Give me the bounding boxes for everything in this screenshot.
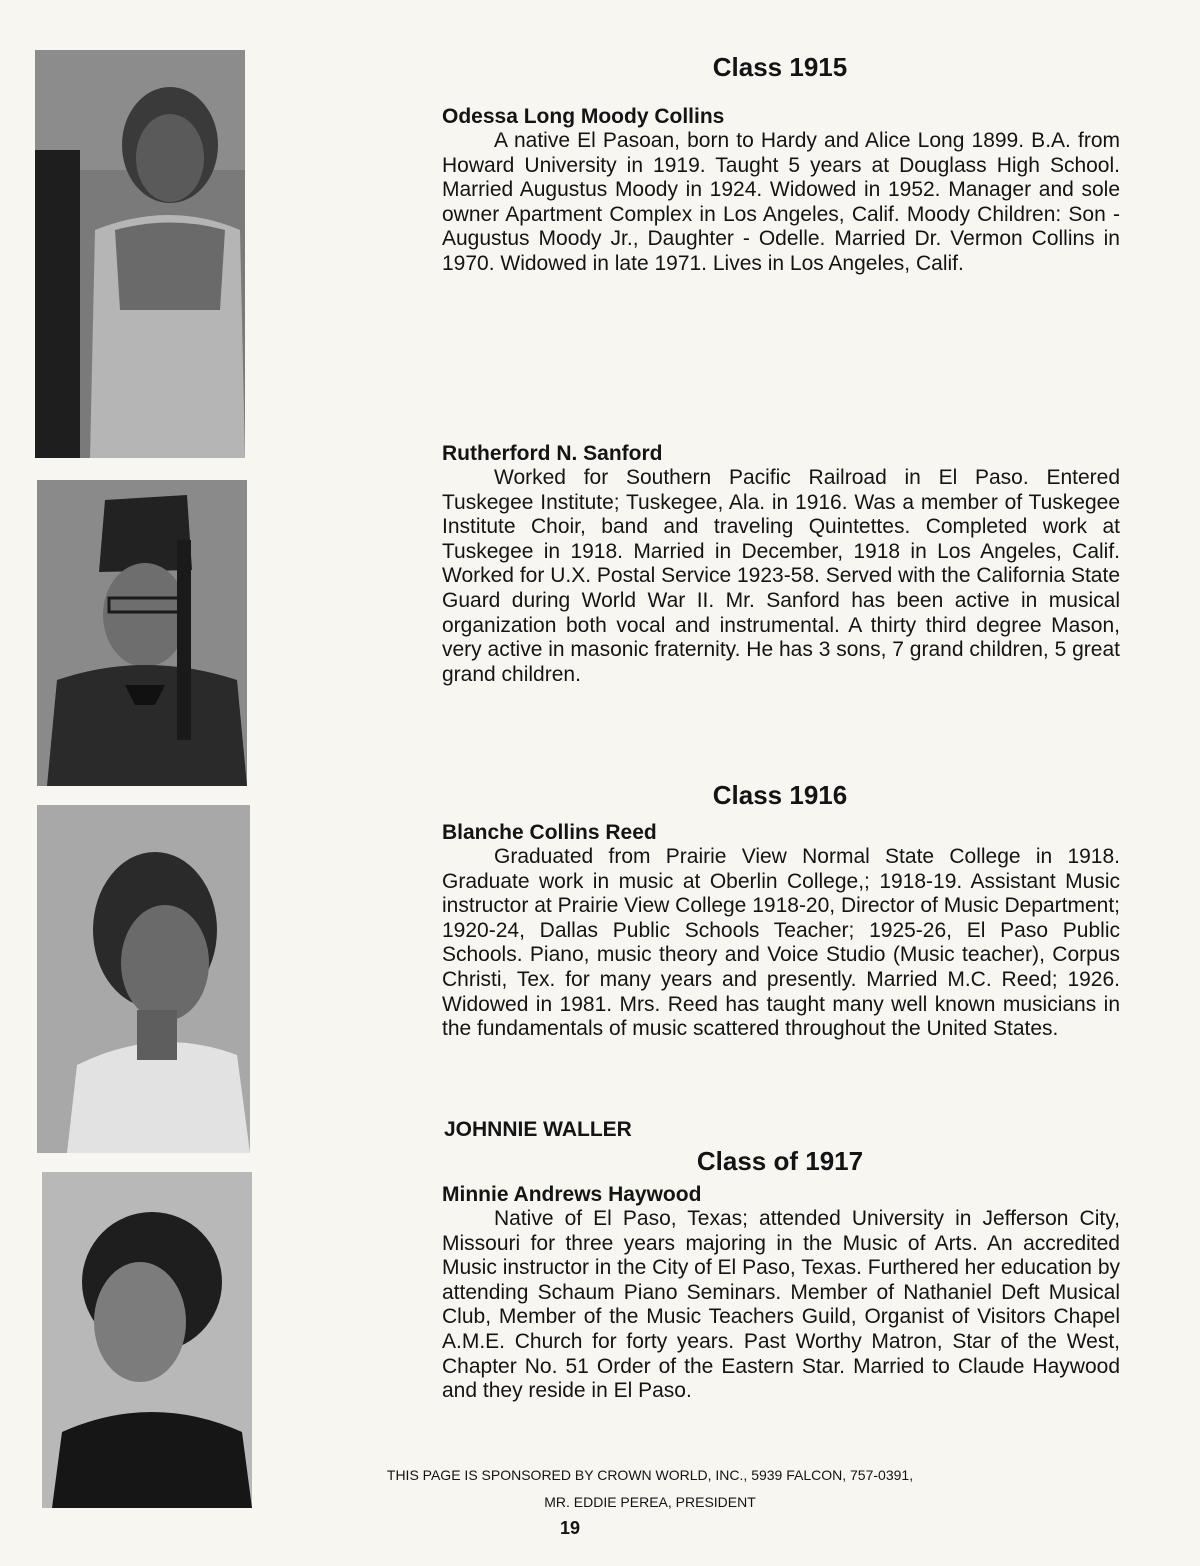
entry-name: Odessa Long Moody Collins bbox=[442, 105, 725, 128]
portrait-photo-minnie bbox=[42, 1172, 252, 1508]
entry-rutherford bbox=[442, 442, 1120, 687]
entry-minnie bbox=[442, 1183, 1120, 1404]
entry-bio: Native of El Paso, Texas; attended University in Jefferson City, Missouri for three years majoring in the Music of Arts. An accredited Music instructor in the City of El Paso, Texas. Furthered her education by attending Schaum Piano Seminars. Member of Nathaniel Deft Musical Club, Member of the Music Teachers Guild, Organist of Visitors Chapel A.M.E. Church for forty years. Past Worthy Matron, Star of the West, Chapter No. 51 Order of the Eastern Star. Married to Claude Haywood and they reside in El Paso. bbox=[442, 1207, 1120, 1403]
sponsor-line-2: MR. EDDIE PEREA, PRESIDENT bbox=[544, 1494, 756, 1510]
entry-bio: Worked for Southern Pacific Railroad in El Paso. Entered Tuskegee Institute; Tuskegee, Ala. in 1916. Was a member of Tuskegee Institute Choir, band and traveling Quintettes. Completed work at Tuskegee in 1918. Married in December, 1918 in Los Angeles, Calif. Worked for U.X. Postal Service 1923-58. Served with the California State Guard during World War II. Mr. Sanford has been active in musical organization both vocal and instrumental. A thirty third degree Mason, very active in masonic fraternity. He has 3 sons, 7 grand children, 5 great grand children. bbox=[442, 466, 1120, 686]
class-1916-heading: Class 1916 bbox=[712, 780, 848, 810]
author-credit: JOHNNIE WALLER bbox=[444, 1118, 632, 1141]
entry-odessa bbox=[442, 105, 1120, 277]
page-number: 19 bbox=[560, 1518, 581, 1538]
entry-name: Minnie Andrews Haywood bbox=[442, 1183, 702, 1206]
entry-name: Rutherford N. Sanford bbox=[442, 442, 663, 465]
class-1917-heading: Class of 1917 bbox=[696, 1146, 864, 1176]
entry-bio: Graduated from Prairie View Normal State College in 1918. Graduate work in music at Oberlin College,; 1918-19. Assistant Music instructor at Prairie View College 1918-20, Director of Music Department; 1920-24, Dallas Public Schools Teacher; 1925-26, El Paso Public Schools. Piano, music theory and Voice Studio (Music teacher), Corpus Christi, Tex. for many years and presently. Married M.C. Reed; 1926. Widowed in 1981. Mrs. Reed has taught many well known musicians in the fundamentals of music scattered throughout the United States. bbox=[442, 845, 1120, 1041]
class-1915-heading: Class 1915 bbox=[712, 52, 848, 82]
portrait-photo-rutherford bbox=[37, 480, 247, 786]
entry-name: Blanche Collins Reed bbox=[442, 821, 657, 844]
sponsor-line-1: THIS PAGE IS SPONSORED BY CROWN WORLD, INC., 5939 FALCON, 757-0391, bbox=[386, 1467, 914, 1483]
portrait-photo-odessa bbox=[35, 50, 245, 458]
entry-blanche bbox=[442, 821, 1120, 1042]
entry-bio: A native El Pasoan, born to Hardy and Alice Long 1899. B.A. from Howard University in 1919. Taught 5 years at Douglass High School. Married Augustus Moody in 1924. Widowed in 1952. Manager and sole owner Apartment Complex in Los Angeles, Calif. Moody Children: Son - Augustus Moody Jr., Daughter - Odelle. Married Dr. Vermon Collins in 1970. Widowed in late 1971. Lives in Los Angeles, Calif. bbox=[442, 129, 1120, 275]
portrait-photo-blanche bbox=[37, 805, 250, 1153]
sponsor-footer bbox=[330, 1462, 970, 1516]
